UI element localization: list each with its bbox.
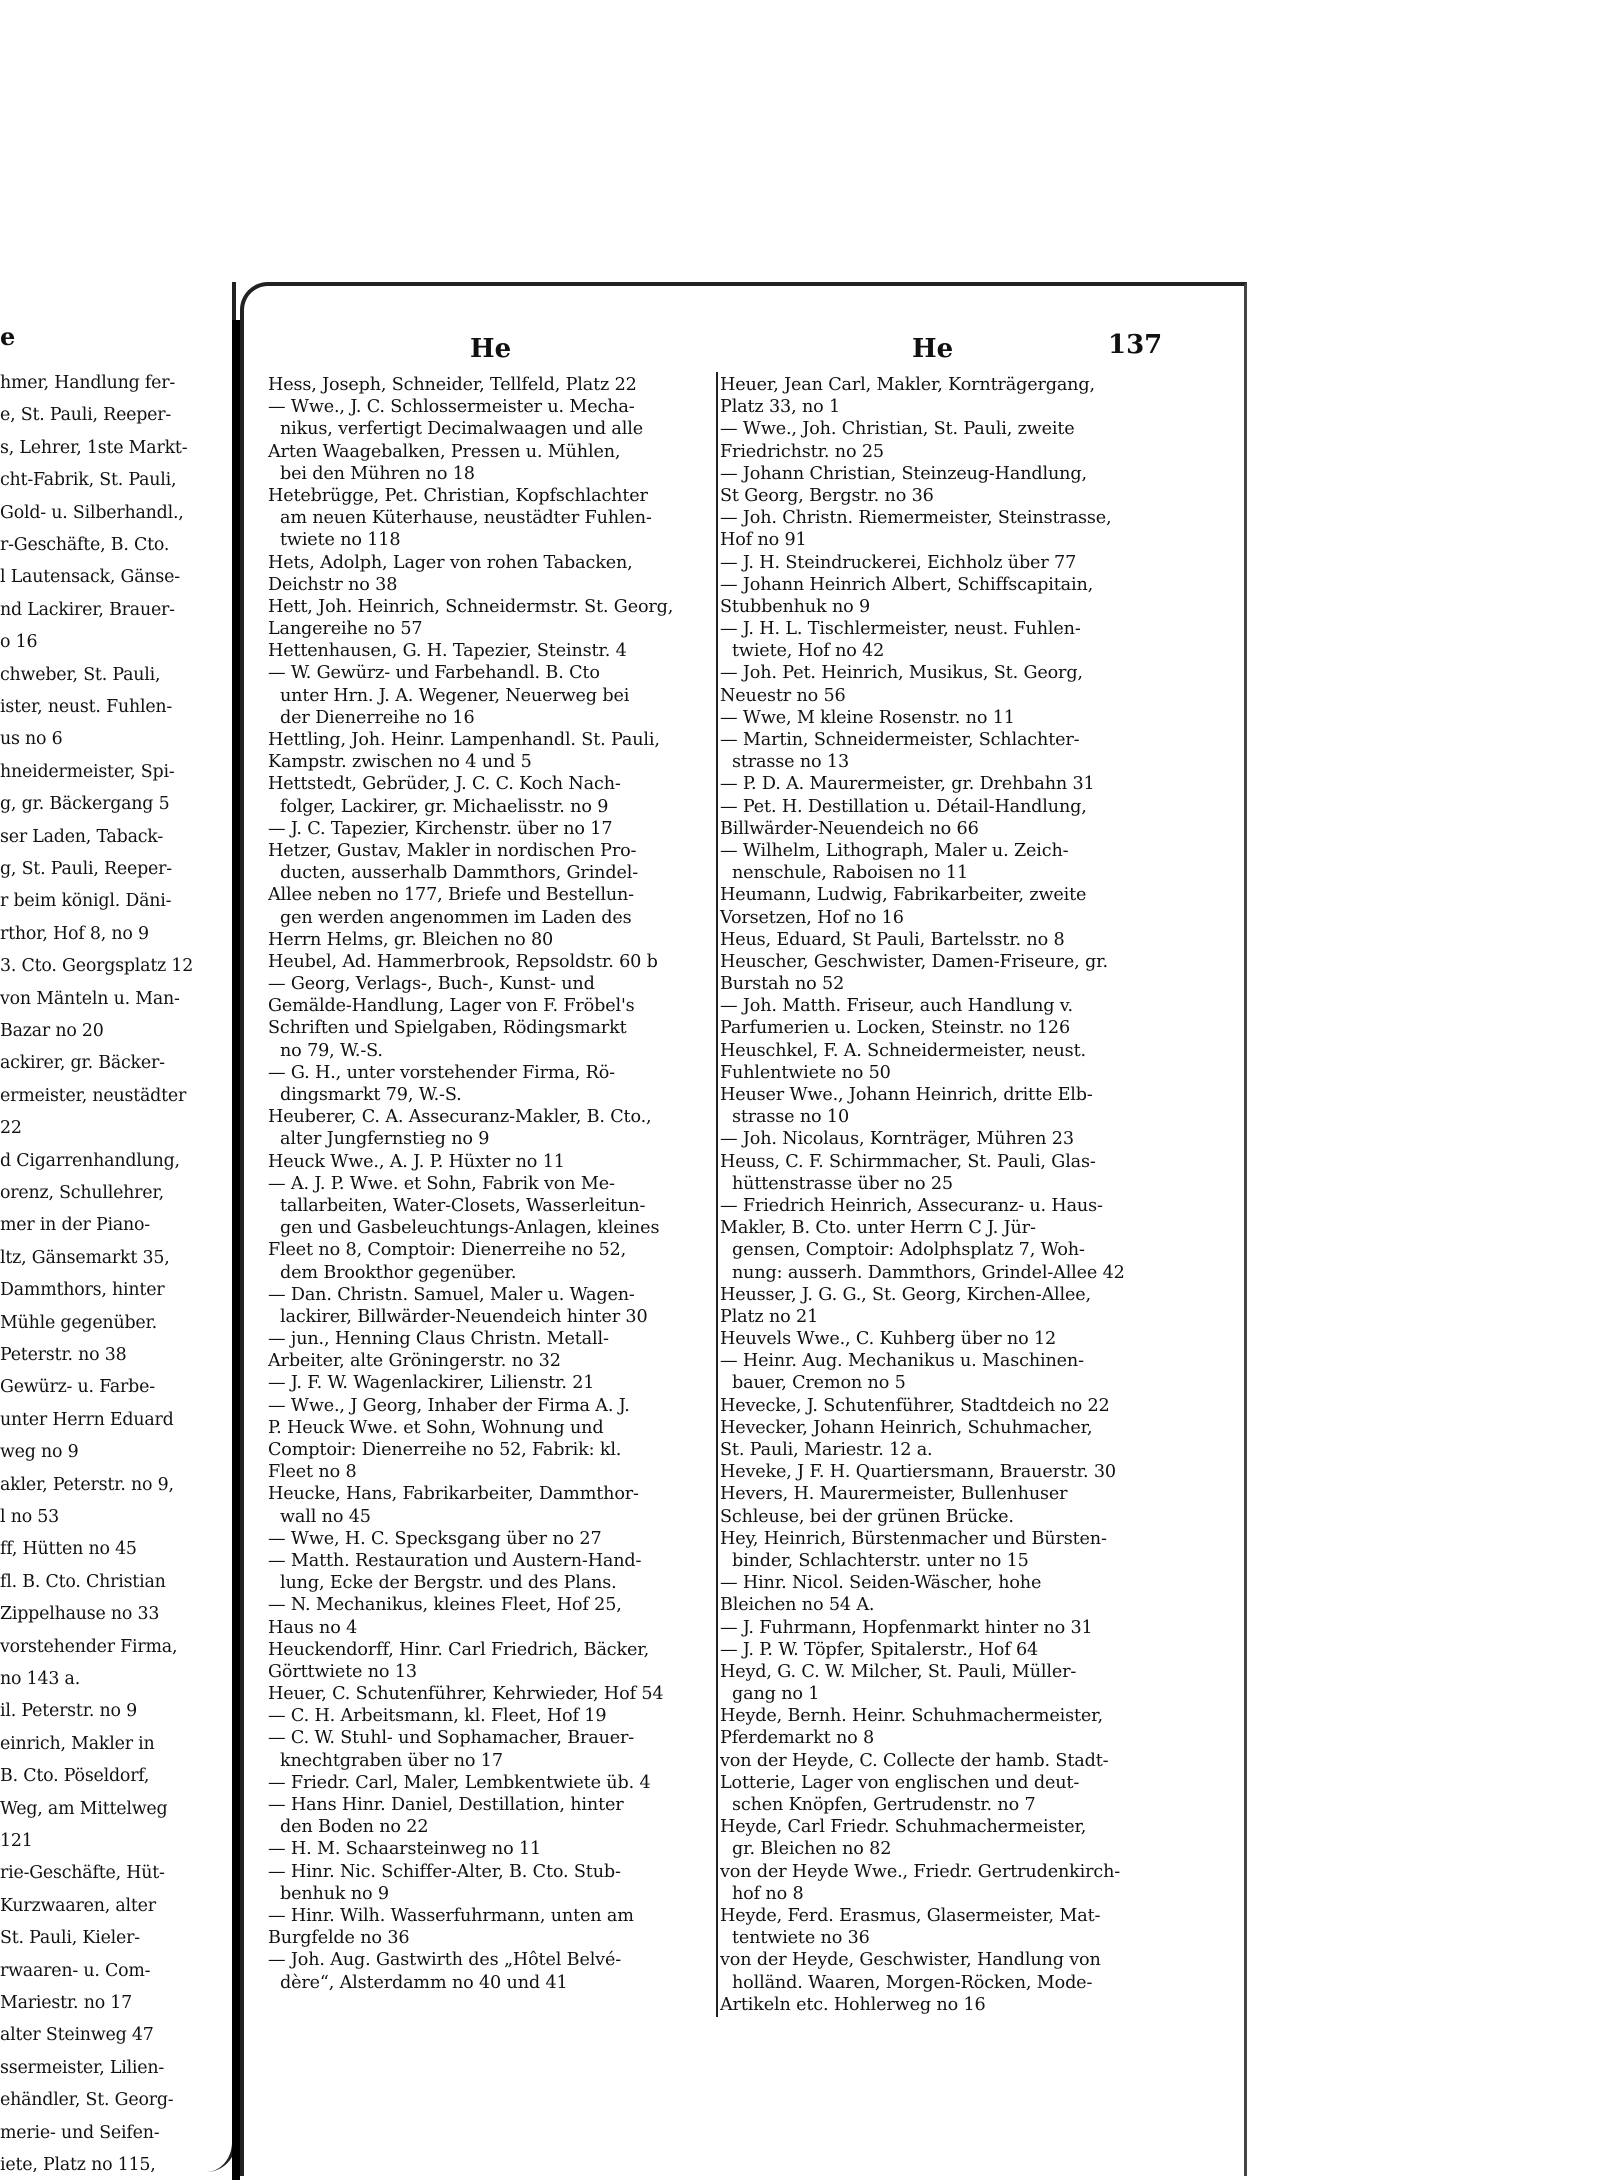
directory-entry-line: Heus, Eduard, St Pauli, Bartelsstr. no 8: [720, 929, 1065, 950]
directory-entry-line: nikus, verfertigt Decimalwaagen und alle: [280, 419, 643, 440]
directory-entry-line: schen Knöpfen, Gertrudenstr. no 7: [732, 1795, 1036, 1815]
directory-entry-line: — Friedrich Heinrich, Assecuranz- u. Haus-: [720, 1195, 1103, 1216]
directory-entry-line: — jun., Henning Claus Christn. Metall-: [268, 1329, 609, 1350]
left-page-line: rwaaren- u. Com-: [0, 1960, 151, 1981]
directory-entry-line: der Dienerreihe no 16: [280, 707, 475, 728]
left-page-line: vorstehender Firma,: [0, 1636, 178, 1657]
column-divider: [716, 372, 718, 2017]
directory-entry-line: Hettstedt, Gebrüder, J. C. C. Koch Nach-: [268, 774, 621, 795]
directory-entry-line: Makler, B. Cto. unter Herrn C J. Jür-: [720, 1218, 1036, 1239]
directory-entry-line: bauer, Cremon no 5: [732, 1373, 906, 1394]
directory-entry-line: — Joh. Aug. Gastwirth des „Hôtel Belvé-: [268, 1950, 622, 1971]
directory-entry-line: Heuvels Wwe., C. Kuhberg über no 12: [720, 1329, 1057, 1350]
directory-entry-line: tentwiete no 36: [732, 1928, 870, 1949]
directory-entry-line: — C. W. Stuhl- und Sophamacher, Brauer-: [268, 1728, 635, 1749]
running-head-left: He: [470, 334, 512, 364]
directory-entry-line: von der Heyde, C. Collecte der hamb. Stadt-: [720, 1750, 1109, 1771]
directory-entry-line: Hettling, Joh. Heinr. Lampenhandl. St. Pauli,: [268, 730, 660, 750]
left-page-line: akler, Peterstr. no 9,: [0, 1474, 174, 1495]
left-page-line: g, St. Pauli, Reeper-: [0, 859, 172, 879]
left-page-header: e: [0, 322, 16, 351]
directory-entry-line: St Georg, Bergstr. no 36: [720, 485, 934, 506]
directory-entry-line: dem Brookthor gegenüber.: [280, 1262, 517, 1283]
directory-entry-line: Heuser Wwe., Johann Heinrich, dritte Elb-: [720, 1085, 1093, 1105]
left-page-line: g, gr. Bäckergang 5: [0, 794, 170, 815]
directory-entry-line: bei den Mühren no 18: [280, 463, 475, 484]
directory-entry-line: — Hans Hinr. Daniel, Destillation, hinter: [268, 1795, 624, 1815]
directory-entry-line: — J. H. L. Tischlermeister, neust. Fuhlen-: [720, 619, 1081, 640]
directory-column-left: [268, 374, 720, 1994]
directory-entry-line: folger, Lackirer, gr. Michaelisstr. no 9: [280, 796, 609, 817]
left-page-line: cht-Fabrik, St. Pauli,: [0, 470, 177, 491]
directory-entry-line: Herrn Helms, gr. Bleichen no 80: [268, 929, 554, 950]
left-page-line: Mühle gegenüber.: [0, 1312, 157, 1333]
left-page-line: r beim königl. Däni-: [0, 891, 172, 912]
left-page-line: fl. B. Cto. Christian: [0, 1571, 166, 1592]
directory-entry-line: Heyd, G. C. W. Milcher, St. Pauli, Müller-: [720, 1661, 1077, 1682]
directory-entry-line: — Joh. Christn. Riemermeister, Steinstrasse,: [720, 508, 1112, 529]
left-page-line: St. Pauli, Kieler-: [0, 1928, 140, 1949]
directory-entry-line: Parfumerien u. Locken, Steinstr. no 126: [720, 1018, 1070, 1039]
directory-entry-line: Hett, Joh. Heinrich, Schneidermstr. St. Georg,: [268, 596, 674, 617]
directory-entry-line: Hevecke, J. Schutenführer, Stadtdeich no 22: [720, 1395, 1110, 1416]
directory-entry-line: Hevecker, Johann Heinrich, Schuhmacher,: [720, 1417, 1093, 1438]
directory-entry-line: Billwärder-Neuendeich no 66: [720, 818, 979, 839]
left-page-line: hneidermeister, Spi-: [0, 761, 175, 782]
directory-entry-line: am neuen Küterhause, neustädter Fuhlen-: [280, 508, 652, 529]
directory-entry-line: — Joh. Matth. Friseur, auch Handlung v.: [720, 996, 1073, 1017]
directory-entry-line: — Hinr. Wilh. Wasserfuhrmann, unten am: [268, 1905, 634, 1926]
directory-entry-line: Heubel, Ad. Hammerbrook, Repsoldstr. 60 b: [268, 951, 658, 972]
directory-entry-line: Bleichen no 54 A.: [720, 1595, 875, 1616]
directory-entry-line: Heucke, Hans, Fabrikarbeiter, Dammthor-: [268, 1484, 639, 1505]
directory-entry-line: gen werden angenommen im Laden des: [280, 907, 632, 928]
left-page-line: l Lautensack, Gänse-: [0, 567, 180, 588]
left-page-line: d Cigarrenhandlung,: [0, 1150, 180, 1171]
left-page-line: 3. Cto. Georgsplatz 12: [0, 956, 194, 977]
directory-entry-line: Deichstr no 38: [268, 574, 398, 595]
left-page-line: ister, neust. Fuhlen-: [0, 697, 173, 717]
directory-entry-line: — P. D. A. Maurermeister, gr. Drehbahn 31: [720, 774, 1095, 795]
directory-entry-line: hüttenstrasse über no 25: [732, 1173, 953, 1194]
left-page-line: ehändler, St. Georg-: [0, 2090, 174, 2111]
directory-entry-line: Heuckendorff, Hinr. Carl Friedrich, Bäcker,: [268, 1639, 650, 1660]
left-page-line: ser Laden, Taback-: [0, 826, 164, 847]
directory-entry-line: — H. M. Schaarsteinweg no 11: [268, 1839, 542, 1860]
directory-entry-line: Neuestr no 56: [720, 685, 846, 706]
directory-entry-line: alter Jungfernstieg no 9: [280, 1129, 490, 1150]
directory-entry-line: knechtgraben über no 17: [280, 1750, 503, 1771]
directory-entry-line: twiete, Hof no 42: [732, 641, 885, 662]
left-page-line: Bazar no 20: [0, 1021, 104, 1041]
left-page-line: Dammthors, hinter: [0, 1280, 165, 1301]
left-page-line: ssermeister, Lilien-: [0, 2057, 165, 2078]
directory-entry-line: — Wwe, M kleine Rosenstr. no 11: [720, 707, 1015, 728]
directory-entry-line: Arten Waagebalken, Pressen u. Mühlen,: [268, 441, 621, 462]
directory-entry-line: — Georg, Verlags-, Buch-, Kunst- und: [268, 974, 595, 995]
directory-entry-line: Langereihe no 57: [268, 619, 423, 640]
left-page-line: einrich, Makler in: [0, 1733, 155, 1754]
left-page-line: iete, Platz no 115,: [0, 2155, 156, 2172]
left-page-line: rie-Geschäfte, Hüt-: [0, 1863, 165, 1884]
directory-entry-line: lung, Ecke der Bergstr. und des Plans.: [280, 1573, 617, 1594]
directory-entry-line: dère“, Alsterdamm no 40 und 41: [280, 1972, 568, 1993]
directory-entry-line: Heuscher, Geschwister, Damen-Friseure, gr.: [720, 951, 1108, 972]
directory-entry-line: — C. H. Arbeitsmann, kl. Fleet, Hof 19: [268, 1706, 607, 1727]
directory-entry-line: — Wwe., J. C. Schlossermeister u. Mecha-: [268, 397, 635, 418]
directory-entry-line: Hetebrügge, Pet. Christian, Kopfschlachter: [268, 485, 648, 506]
left-page-line: s, Lehrer, 1ste Markt-: [0, 437, 188, 458]
directory-entry-line: Burgfelde no 36: [268, 1928, 410, 1949]
directory-entry-line: Heuberer, C. A. Assecuranz-Makler, B. Cto.,: [268, 1107, 652, 1128]
directory-entry-line: Heyde, Bernh. Heinr. Schuhmachermeister,: [720, 1706, 1103, 1727]
left-page-line: l no 53: [0, 1507, 60, 1527]
directory-entry-line: Pferdemarkt no 8: [720, 1728, 875, 1749]
directory-entry-line: Fleet no 8, Comptoir: Dienerreihe no 52,: [268, 1240, 627, 1261]
directory-entry-line: — W. Gewürz- und Farbehandl. B. Cto: [268, 663, 600, 684]
running-head-right: He: [912, 334, 954, 364]
directory-entry-line: Hof no 91: [720, 530, 807, 551]
directory-entry-line: gensen, Comptoir: Adolphsplatz 7, Woh-: [732, 1240, 1085, 1261]
directory-entry-line: Arbeiter, alte Gröningerstr. no 32: [268, 1351, 561, 1372]
directory-entry-line: P. Heuck Wwe. et Sohn, Wohnung und: [268, 1417, 604, 1438]
directory-entry-line: — Johann Christian, Steinzeug-Handlung,: [720, 463, 1087, 484]
directory-entry-line: St. Pauli, Mariestr. 12 a.: [720, 1440, 933, 1460]
directory-entry-line: — Joh. Nicolaus, Kornträger, Mühren 23: [720, 1129, 1074, 1150]
directory-entry-line: — A. J. P. Wwe. et Sohn, Fabrik von Me-: [268, 1173, 615, 1194]
directory-entry-line: Friedrichstr. no 25: [720, 441, 884, 462]
directory-entry-line: — J. P. W. Töpfer, Spitalerstr., Hof 64: [720, 1639, 1039, 1660]
left-page-line: 121: [0, 1831, 33, 1851]
left-page-line: Mariestr. no 17: [0, 1993, 133, 2013]
directory-entry-line: Haus no 4: [268, 1617, 358, 1638]
directory-entry-line: Artikeln etc. Hohlerweg no 16: [720, 1994, 986, 2015]
directory-entry-line: — Heinr. Aug. Mechanikus u. Maschinen-: [720, 1351, 1084, 1372]
directory-entry-line: — Wwe., J Georg, Inhaber der Firma A. J.: [268, 1395, 630, 1416]
directory-entry-line: Hess, Joseph, Schneider, Tellfeld, Platz 22: [268, 375, 637, 395]
directory-entry-line: Heumann, Ludwig, Fabrikarbeiter, zweite: [720, 885, 1087, 906]
directory-entry-line: von der Heyde Wwe., Friedr. Gertrudenkirch-: [720, 1861, 1121, 1882]
directory-entry-line: holländ. Waaren, Morgen-Röcken, Mode-: [732, 1972, 1093, 1993]
left-page-line: e, St. Pauli, Reeper-: [0, 405, 172, 426]
left-page-line: merie- und Seifen-: [0, 2122, 160, 2143]
directory-entry-line: gr. Bleichen no 82: [732, 1839, 892, 1860]
directory-entry-line: Heyde, Carl Friedr. Schuhmachermeister,: [720, 1817, 1087, 1838]
directory-entry-line: wall no 45: [280, 1506, 371, 1527]
left-page-line: ltz, Gänsemarkt 35,: [0, 1247, 170, 1268]
directory-entry-line: Heyde, Ferd. Erasmus, Glasermeister, Mat-: [720, 1905, 1101, 1926]
directory-entry-line: Heuschkel, F. A. Schneidermeister, neust.: [720, 1040, 1086, 1061]
directory-entry-line: unter Hrn. J. A. Wegener, Neuerweg bei: [280, 685, 630, 706]
left-page-line: B. Cto. Pöseldorf,: [0, 1766, 150, 1787]
directory-entry-line: Görttwiete no 13: [268, 1661, 417, 1682]
left-page-line: us no 6: [0, 729, 63, 750]
left-page-line: Kurzwaaren, alter: [0, 1895, 156, 1916]
directory-entry-line: Hevers, H. Maurermeister, Bullenhuser: [720, 1484, 1068, 1505]
directory-entry-line: Lotterie, Lager von englischen und deut-: [720, 1772, 1080, 1793]
directory-entry-line: — J. Fuhrmann, Hopfenmarkt hinter no 31: [720, 1617, 1093, 1638]
directory-entry-line: Heuer, C. Schutenführer, Kehrwieder, Hof 54: [268, 1684, 664, 1705]
directory-entry-line: — J. F. W. Wagenlackirer, Lilienstr. 21: [268, 1373, 595, 1394]
directory-entry-line: — Wwe, H. C. Specksgang über no 27: [268, 1528, 602, 1549]
left-page-line: weg no 9: [0, 1442, 79, 1463]
directory-entry-line: — Dan. Christn. Samuel, Maler u. Wagen-: [268, 1284, 635, 1305]
directory-entry-line: gang no 1: [732, 1684, 820, 1705]
left-page-line: orenz, Schullehrer,: [0, 1183, 164, 1203]
directory-entry-line: dingsmarkt 79, W.-S.: [280, 1085, 462, 1105]
left-page-line: Gold- u. Silberhandl.,: [0, 502, 184, 523]
left-page-line: Peterstr. no 38: [0, 1345, 127, 1365]
directory-entry-line: hof no 8: [732, 1883, 804, 1904]
directory-entry-line: Comptoir: Dienerreihe no 52, Fabrik: kl.: [268, 1440, 622, 1460]
directory-entry-line: lackirer, Billwärder-Neuendeich hinter 30: [280, 1306, 648, 1327]
left-page-line: alter Steinweg 47: [0, 2025, 154, 2046]
directory-entry-line: binder, Schlachterstr. unter no 15: [732, 1550, 1029, 1571]
directory-entry-line: den Boden no 22: [280, 1817, 429, 1838]
directory-entry-line: nenschule, Raboisen no 11: [732, 863, 968, 884]
directory-entry-line: — Wwe., Joh. Christian, St. Pauli, zweite: [720, 419, 1075, 440]
directory-entry-line: Heveke, J F. H. Quartiersmann, Brauerstr. 30: [720, 1462, 1116, 1483]
left-page-line: nd Lackirer, Brauer-: [0, 599, 175, 620]
left-page-line: ackirer, gr. Bäcker-: [0, 1053, 165, 1074]
directory-entry-line: — Martin, Schneidermeister, Schlachter-: [720, 730, 1080, 750]
directory-entry-line: twiete no 118: [280, 530, 401, 551]
directory-entry-line: — Pet. H. Destillation u. Détail-Handlung,: [720, 796, 1087, 817]
directory-entry-line: Heuss, C. F. Schirmmacher, St. Pauli, Glas-: [720, 1151, 1096, 1172]
directory-entry-line: von der Heyde, Geschwister, Handlung von: [720, 1950, 1101, 1971]
directory-entry-line: Hettenhausen, G. H. Tapezier, Steinstr. 4: [268, 641, 627, 662]
directory-entry-line: — Friedr. Carl, Maler, Lembkentwiete üb. 4: [268, 1772, 651, 1793]
directory-entry-line: — J. C. Tapezier, Kirchenstr. über no 17: [268, 818, 613, 839]
page-number: 137: [1108, 330, 1163, 360]
directory-entry-line: tallarbeiten, Water-Closets, Wasserleitun-: [280, 1195, 646, 1216]
directory-entry-line: Fuhlentwiete no 50: [720, 1062, 891, 1083]
directory-entry-line: — Johann Heinrich Albert, Schiffscapitain,: [720, 574, 1094, 595]
left-page-line: il. Peterstr. no 9: [0, 1701, 138, 1722]
directory-entry-line: Heusser, J. G. G., St. Georg, Kirchen-Allee,: [720, 1284, 1091, 1305]
directory-entry-line: Hets, Adolph, Lager von rohen Tabacken,: [268, 552, 633, 573]
directory-entry-line: Hetzer, Gustav, Makler in nordischen Pro-: [268, 840, 637, 861]
directory-entry-line: Gemälde-Handlung, Lager von F. Fröbel's: [268, 996, 635, 1017]
left-page-line: von Mänteln u. Man-: [0, 988, 180, 1009]
directory-entry-line: gen und Gasbeleuchtungs-Anlagen, kleines: [280, 1218, 660, 1239]
directory-column-right: [720, 374, 1172, 2016]
directory-entry-line: strasse no 13: [732, 752, 850, 773]
left-page-line: rthor, Hof 8, no 9: [0, 923, 149, 944]
left-page: [0, 282, 236, 2172]
left-page-line: 22: [0, 1118, 22, 1139]
left-page-line: Zippelhause no 33: [0, 1604, 160, 1625]
directory-entry-line: Fleet no 8: [268, 1462, 357, 1483]
directory-entry-line: Burstah no 52: [720, 974, 845, 995]
directory-entry-line: Schriften und Spielgaben, Rödingsmarkt: [268, 1018, 627, 1039]
directory-entry-line: — Joh. Pet. Heinrich, Musikus, St. Georg,: [720, 663, 1083, 684]
directory-entry-line: Heuer, Jean Carl, Makler, Kornträgergang,: [720, 375, 1095, 395]
directory-entry-line: Allee neben no 177, Briefe und Bestellun-: [268, 885, 634, 906]
directory-entry-line: Kampstr. zwischen no 4 und 5: [268, 752, 532, 773]
directory-entry-line: no 79, W.-S.: [280, 1040, 383, 1061]
directory-entry-line: Heuck Wwe., A. J. P. Hüxter no 11: [268, 1151, 565, 1172]
directory-entry-line: — Hinr. Nic. Schiffer-Alter, B. Cto. Stub-: [268, 1861, 621, 1882]
directory-entry-line: — G. H., unter vorstehender Firma, Rö-: [268, 1062, 615, 1083]
directory-entry-line: benhuk no 9: [280, 1883, 389, 1904]
left-page-line: unter Herrn Eduard: [0, 1409, 174, 1430]
directory-entry-line: — Wilhelm, Lithograph, Maler u. Zeich-: [720, 840, 1069, 861]
left-page-line: no 143 a.: [0, 1669, 81, 1689]
left-page-line: o 16: [0, 632, 38, 653]
left-page-line: ermeister, neustädter: [0, 1085, 187, 1106]
directory-entry-line: Platz no 21: [720, 1306, 819, 1327]
directory-entry-line: strasse no 10: [732, 1107, 850, 1128]
left-page-line: hmer, Handlung fer-: [0, 373, 176, 393]
left-page-line: chweber, St. Pauli,: [0, 664, 161, 685]
left-page-line: Gewürz- u. Farbe-: [0, 1377, 155, 1398]
directory-entry-line: Hey, Heinrich, Bürstenmacher und Bürsten-: [720, 1528, 1107, 1549]
directory-entry-line: Platz 33, no 1: [720, 397, 841, 418]
directory-entry-line: ducten, ausserhalb Dammthors, Grindel-: [280, 863, 638, 884]
directory-entry-line: — Hinr. Nicol. Seiden-Wäscher, hohe: [720, 1573, 1042, 1594]
left-page-line: ff, Hütten no 45: [0, 1539, 137, 1560]
book-gutter: [232, 320, 240, 2180]
left-page-line: Weg, am Mittelweg: [0, 1798, 168, 1819]
directory-entry-line: Vorsetzen, Hof no 16: [720, 907, 904, 928]
directory-entry-line: nung: ausserh. Dammthors, Grindel-Allee 42: [732, 1262, 1125, 1283]
directory-entry-line: — Matth. Restauration und Austern-Hand-: [268, 1550, 642, 1571]
left-page-line: mer in der Piano-: [0, 1215, 150, 1236]
directory-entry-line: — N. Mechanikus, kleines Fleet, Hof 25,: [268, 1595, 622, 1616]
directory-entry-line: — J. H. Steindruckerei, Eichholz über 77: [720, 552, 1077, 573]
left-page-line: r-Geschäfte, B. Cto.: [0, 535, 170, 555]
directory-entry-line: Schleuse, bei der grünen Brücke.: [720, 1506, 1014, 1527]
directory-entry-line: Stubbenhuk no 9: [720, 596, 871, 617]
